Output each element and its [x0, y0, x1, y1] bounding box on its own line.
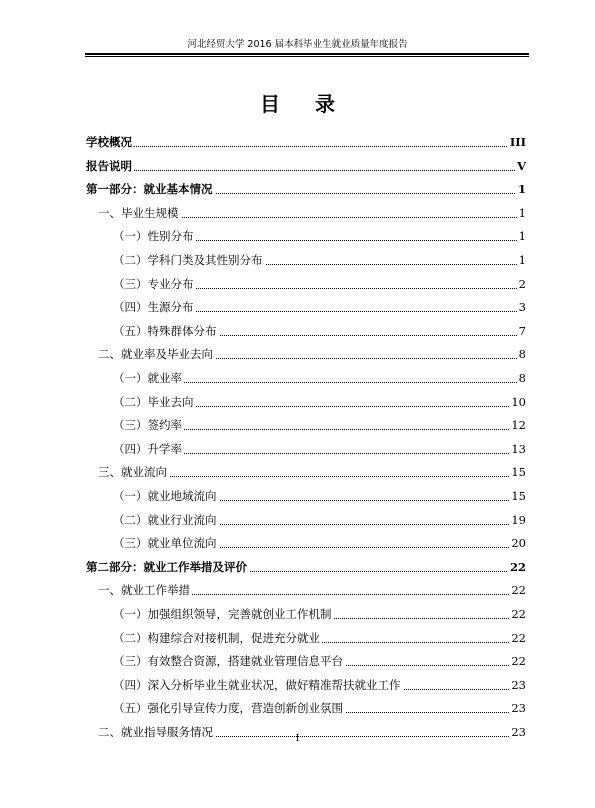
- toc-entry-page: 1: [518, 229, 526, 244]
- toc-entry[interactable]: [0, 228, 595, 244]
- toc-entry-page: V: [517, 158, 526, 173]
- toc-title: 目 录: [260, 92, 349, 116]
- toc-entry-label: （三）签约率: [113, 418, 182, 433]
- dot-leader: [86, 146, 523, 147]
- toc-entry-page: 15: [511, 489, 526, 503]
- toc-entry-label: （一）就业率: [113, 371, 182, 385]
- dot-leader: [86, 170, 523, 171]
- toc-entry[interactable]: [0, 158, 595, 174]
- toc-entry-label: 学校概况: [86, 135, 132, 149]
- toc-entry-label: （五）强化引导宣传力度，营造创新创业氛围: [113, 701, 343, 716]
- toc-entry-label: 报告说明: [86, 158, 132, 173]
- toc-entry-page: 7: [518, 323, 526, 338]
- toc-entry-label: 二、就业指导服务情况: [98, 725, 213, 739]
- toc-entry[interactable]: [0, 677, 595, 693]
- toc-entry[interactable]: [0, 630, 595, 646]
- toc-entry-page: 1: [518, 205, 526, 220]
- header-rule: [85, 53, 529, 55]
- toc-entry-page: 23: [511, 725, 526, 739]
- toc-entry-label: （一）性别分布: [113, 229, 194, 244]
- toc-entry[interactable]: [0, 582, 595, 598]
- toc-entry-page: 22: [511, 630, 526, 645]
- toc-entry[interactable]: [0, 252, 595, 268]
- toc-entry-label: （二）构建综合对接机制，促进充分就业: [113, 630, 320, 645]
- toc-entry[interactable]: [0, 181, 595, 197]
- toc-entry[interactable]: [0, 653, 595, 669]
- toc-entry-label: （四）深入分析毕业生就业状况，做好精准帮扶就业工作: [113, 677, 401, 692]
- toc-entry-label: （四）生源分布: [113, 300, 194, 315]
- toc-entry-label: （二）就业行业流向: [113, 512, 217, 527]
- toc-entry[interactable]: [0, 606, 595, 622]
- toc-entry-label: （三）有效整合资源，搭建就业管理信息平台: [113, 654, 343, 669]
- toc-entry-page: 1: [518, 253, 526, 267]
- toc-entry-label: （二）学科门类及其性别分布: [113, 253, 263, 267]
- toc-entry-page: 8: [518, 371, 526, 385]
- page-number: I: [295, 734, 300, 744]
- toc-entry[interactable]: [0, 417, 595, 433]
- header-rule-thin: [85, 56, 529, 57]
- toc-entry[interactable]: [0, 464, 595, 480]
- toc-entry-label: （四）升学率: [113, 441, 182, 456]
- toc-entry[interactable]: [0, 276, 595, 292]
- toc-entry-label: （一）就业地域流向: [113, 489, 217, 503]
- toc-entry-page: 2: [518, 276, 526, 291]
- toc-entry[interactable]: [0, 700, 595, 716]
- toc-entry[interactable]: [0, 323, 595, 339]
- toc-entry-label: （二）毕业去向: [113, 394, 194, 409]
- toc-entry-page: 23: [511, 701, 526, 716]
- toc-entry-label: 第一部分：就业基本情况: [86, 182, 213, 197]
- toc-entry[interactable]: [0, 205, 595, 221]
- toc-entry-page: III: [509, 135, 526, 149]
- toc-entry[interactable]: [0, 559, 595, 575]
- toc-entry-page: 1: [517, 182, 526, 197]
- toc-entry[interactable]: [0, 370, 595, 386]
- toc-entry-label: 一、就业工作举措: [98, 583, 190, 598]
- toc-entry[interactable]: [0, 394, 595, 410]
- toc-entry[interactable]: [0, 441, 595, 457]
- toc-entry-page: 15: [511, 465, 526, 480]
- toc-entry[interactable]: [0, 346, 595, 362]
- toc-entry-label: （五）特殊群体分布: [113, 323, 217, 338]
- toc-entry-label: （三）专业分布: [113, 276, 194, 291]
- toc-entry-label: 一、毕业生规模: [98, 205, 179, 220]
- toc-entry-label: 三、就业流向: [98, 465, 167, 480]
- toc-entry-label: （三）就业单位流向: [113, 536, 217, 551]
- toc-entry-page: 20: [511, 536, 526, 551]
- toc-entry-page: 13: [511, 441, 526, 456]
- toc-entry-page: 22: [511, 607, 526, 621]
- toc-entry-page: 23: [511, 677, 526, 692]
- toc-entry-page: 3: [518, 300, 526, 315]
- toc-entry[interactable]: [0, 512, 595, 528]
- toc-entry-page: 19: [511, 512, 526, 527]
- toc-entry[interactable]: [0, 535, 595, 551]
- toc-entry-label: 二、就业率及毕业去向: [98, 347, 213, 362]
- toc-entry-label: 第二部分：就业工作举措及评价: [86, 559, 247, 574]
- toc-entry[interactable]: [0, 299, 595, 315]
- toc-entry-page: 12: [511, 418, 526, 433]
- toc-entry-page: 22: [511, 654, 526, 669]
- toc-entry[interactable]: [0, 134, 595, 150]
- toc-entry-page: 8: [518, 347, 526, 362]
- toc-entry[interactable]: [0, 488, 595, 504]
- toc-entry-label: （一）加强组织领导，完善就创业工作机制: [113, 607, 332, 621]
- running-header: 河北经贸大学 2016 届本科毕业生就业质量年度报告: [187, 39, 408, 50]
- toc-entry-page: 22: [509, 559, 526, 574]
- toc-entry-page: 10: [511, 394, 526, 409]
- toc-entry-page: 22: [511, 583, 526, 598]
